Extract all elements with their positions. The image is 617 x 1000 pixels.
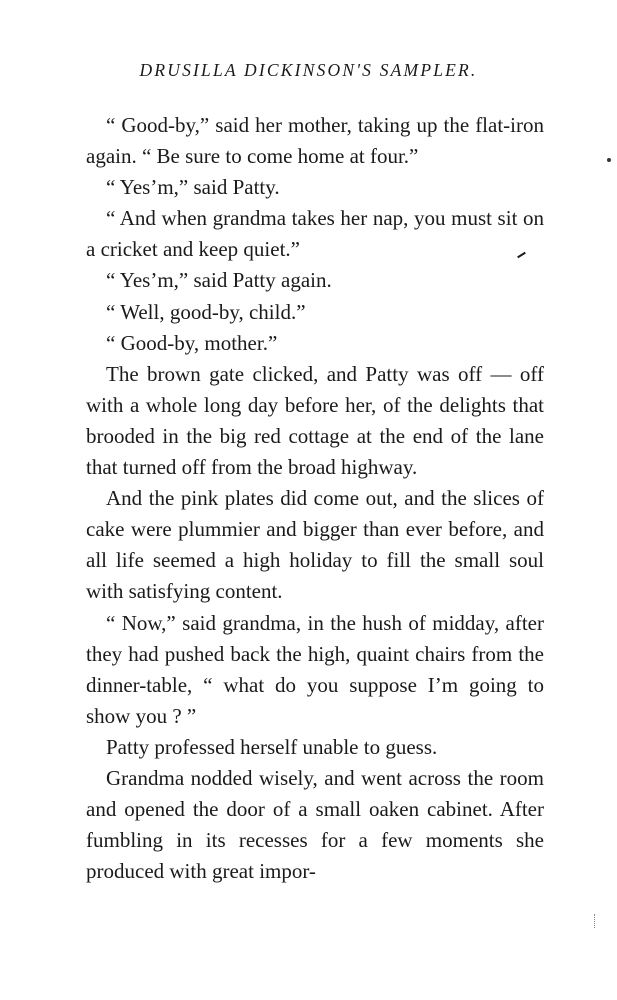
paragraph: Patty professed herself unable to guess. [106, 734, 438, 759]
paragraph: The brown gate clicked, and Patty was off — off with a whole long day before her, of the delights that brooded in the big red cottage at the end of the lane that turned off from the broad highway. [86, 361, 544, 480]
paragraph: “ Yes’m,” said Patty. [106, 175, 280, 200]
paragraph: And the pink plates did come out, and the slices of cake were plummier and bigger than ever before, and all life seemed a high holiday to fill the small soul with satisfying content. [86, 486, 544, 604]
paragraph: “ Yes’m,” said Patty again. [106, 268, 332, 293]
paragraph: “ Good-by,” said her mother, taking up the flat-iron again. “ Be sure to come home at four.” [86, 113, 544, 169]
body-text [86, 110, 544, 887]
paragraph: Grandma nodded wisely, and went across the room and opened the door of a small oaken cabinet. After fumbling in its recesses for a few moments she produced with great impor- [86, 765, 544, 884]
paragraph: “ Good-by, mother.” [106, 330, 278, 355]
paragraph: “ Now,” said grandma, in the hush of midday, after they had pushed back the high, quaint chairs from the dinner-table, “ what do you suppose I’m going to show you ? ” [86, 610, 544, 728]
paragraph: “ Well, good-by, child.” [106, 299, 306, 324]
scan-dot [607, 158, 611, 162]
paragraph: “ And when grandma takes her nap, you must sit on a cricket and keep quiet.” [86, 206, 544, 262]
scan-speck [594, 914, 598, 928]
running-head: DRUSILLA DICKINSON'S SAMPLER. [139, 60, 478, 80]
